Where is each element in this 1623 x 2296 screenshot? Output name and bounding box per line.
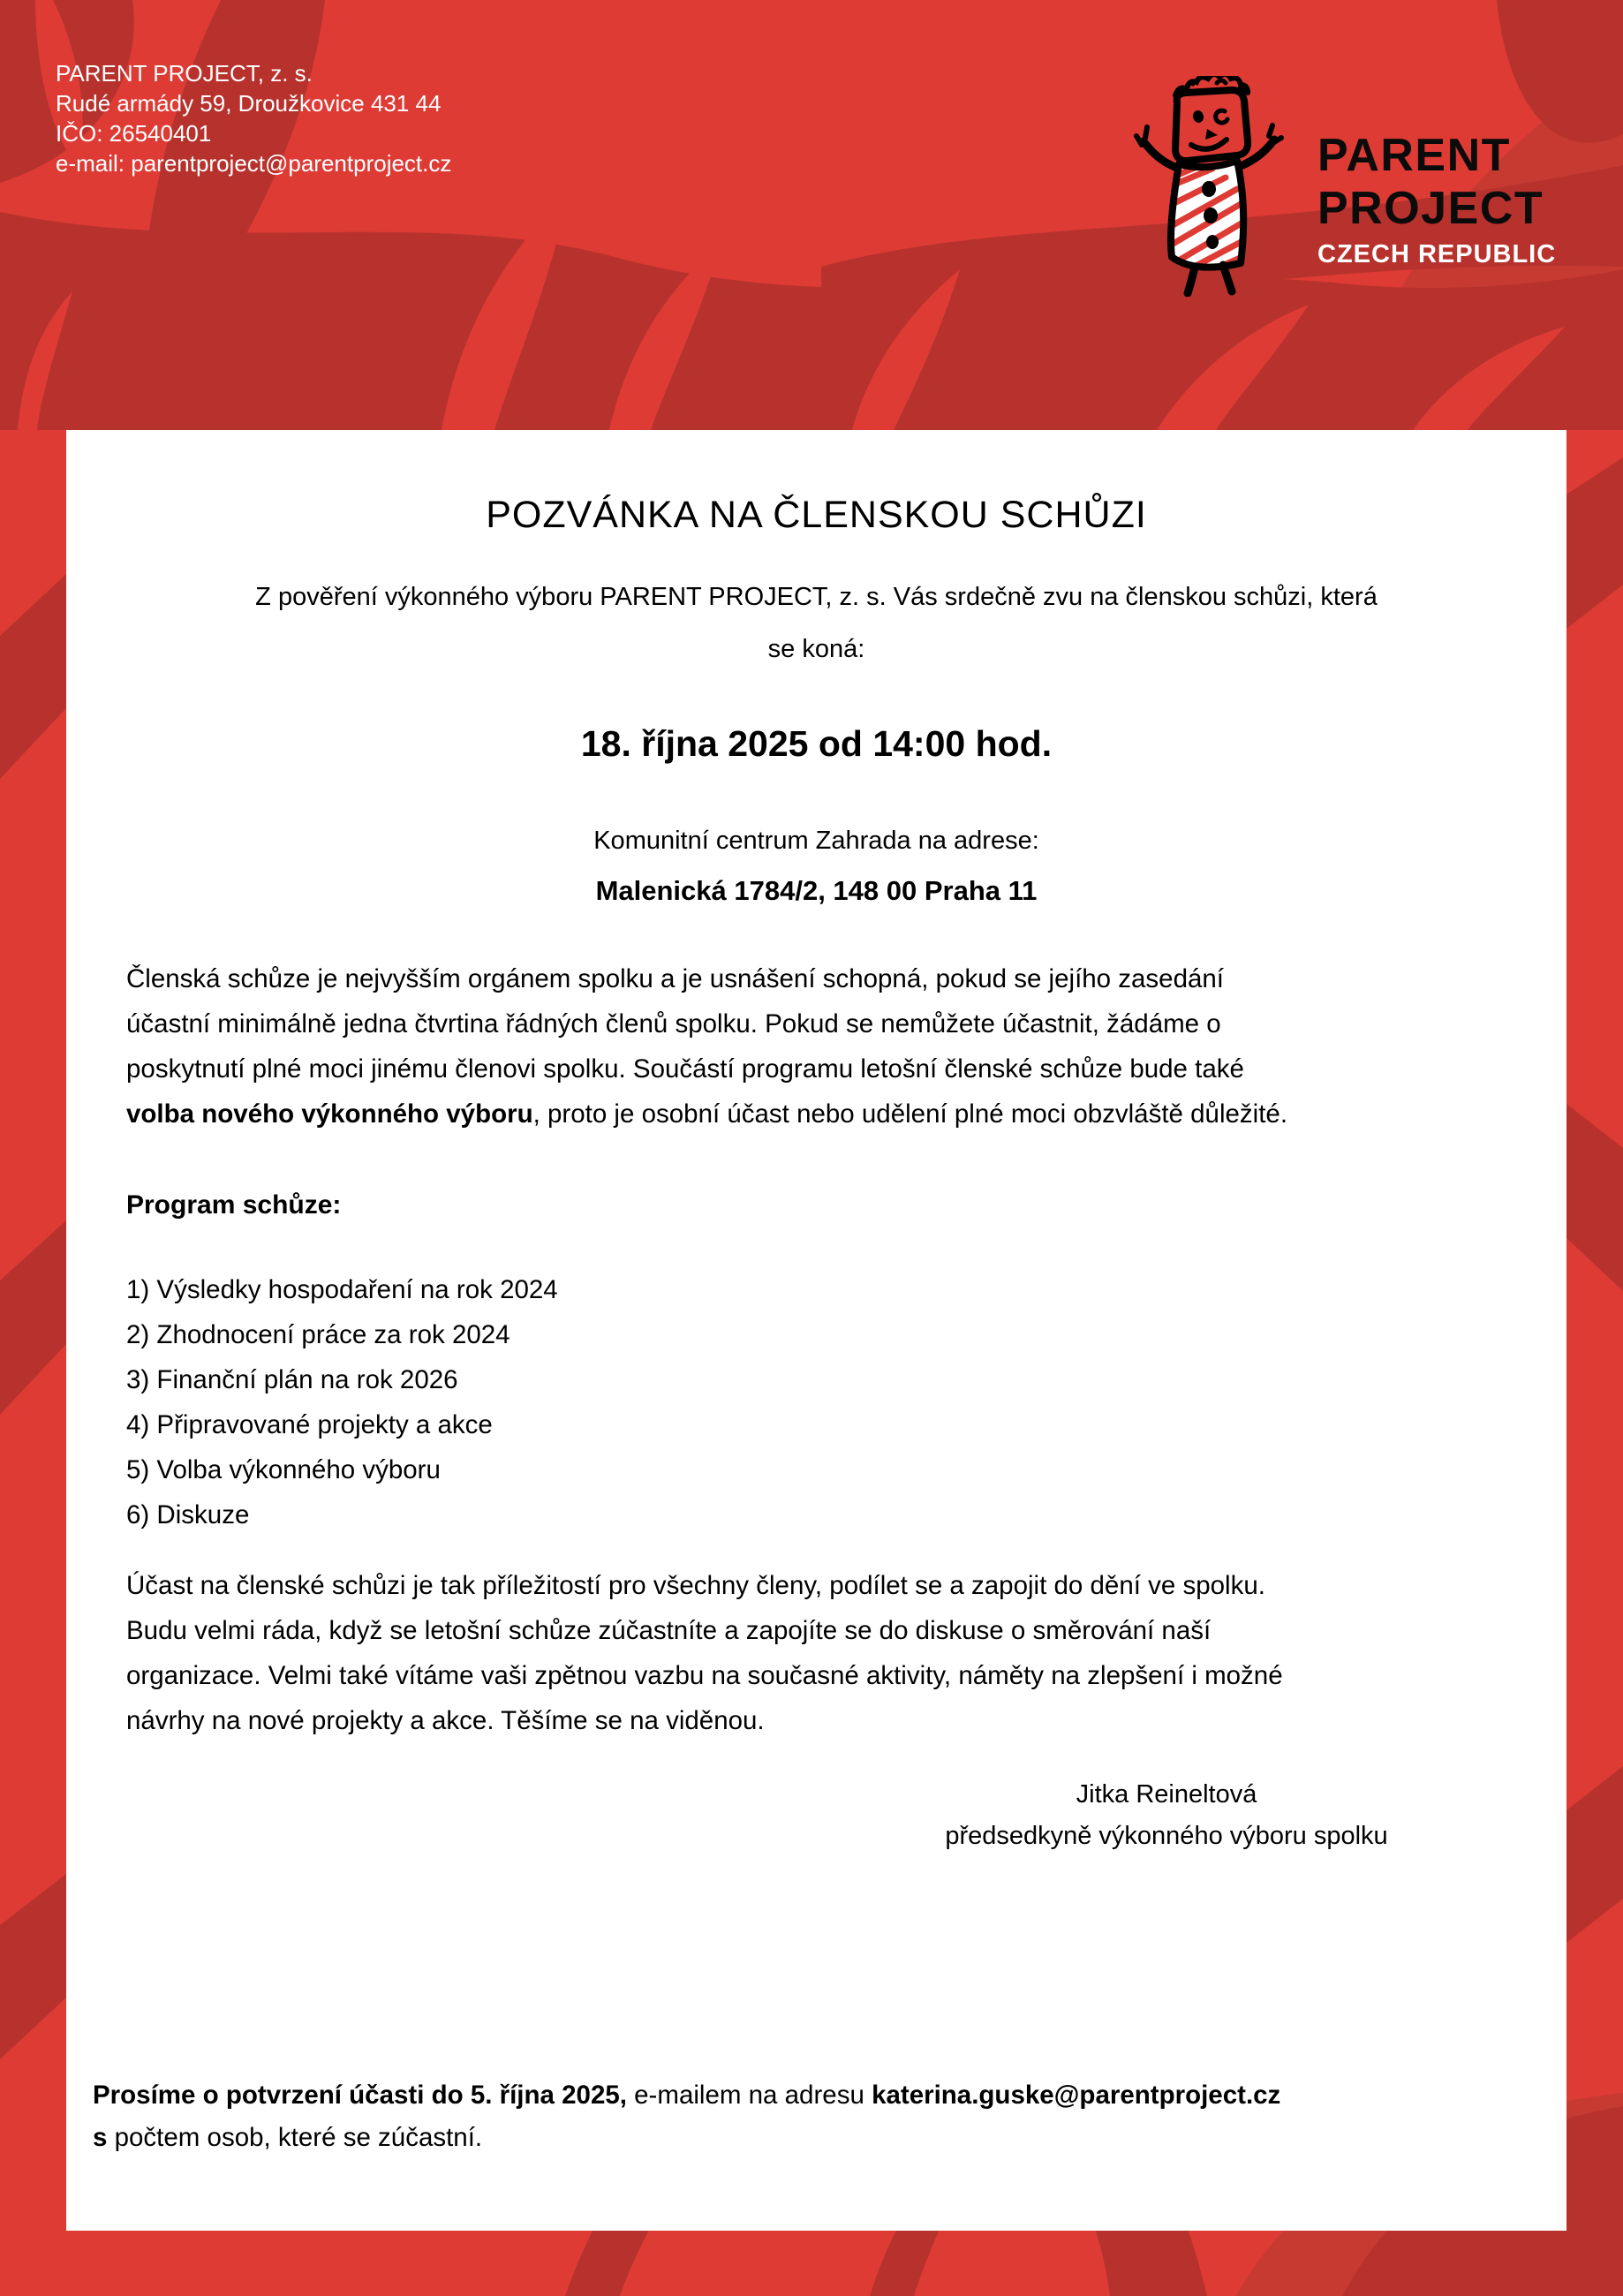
page-title: POZVÁNKA NA ČLENSKOU SCHŮZI <box>486 494 1147 536</box>
program-heading: Program schůze: <box>126 1190 342 1220</box>
venue-address: Malenická 1784/2, 148 00 Praha 11 <box>595 875 1038 906</box>
paragraph-line: organizace. Velmi také vítáme vaši zpětnou vazbu na současné aktivity, náměty na zlepšení i možné <box>126 1661 1283 1690</box>
intro-line: Z pověření výkonného výboru PARENT PROJECT, z. s. Vás srdečně zvu na členskou schůzi, která <box>255 583 1378 611</box>
rsvp-bold-s: s <box>93 2123 108 2152</box>
org-name: PARENT PROJECT, z. s. <box>56 60 313 87</box>
header-org-info <box>56 58 451 178</box>
rsvp-text: e-mailem na adresu <box>626 2081 872 2110</box>
signature-name: Jitka Reineltová <box>1076 1780 1257 1809</box>
child-doodle-icon <box>1133 76 1288 297</box>
paragraph-line: poskytnutí plné moci jinému členovi spolku. Součástí programu letošní členské schůze bude také <box>126 1054 1244 1084</box>
org-address: Rudé armády 59, Droužkovice 431 44 <box>56 90 442 117</box>
signature-block <box>813 1774 1520 1857</box>
program-list <box>126 1267 558 1537</box>
paragraph-line: účastní minimálně jedna čtvrtina řádných členů spolku. Pokud se nemůžete účastnit, žádáme o <box>126 1009 1221 1038</box>
logo-word-czech-republic: CZECH REPUBLIC <box>1317 240 1557 268</box>
paragraph-participation <box>126 1563 1524 1743</box>
intro-line: se koná: <box>767 635 865 663</box>
program-item: 3) Finanční plán na rok 2026 <box>126 1365 458 1394</box>
program-item: 4) Připravované projekty a akce <box>126 1410 493 1439</box>
paragraph-line: Budu velmi ráda, když se letošní schůze zúčastníte a zapojíte se do diskuse o směrování naší <box>126 1616 1212 1645</box>
rsvp-deadline: Prosíme o potvrzení účasti do 5. října 2025, <box>93 2081 627 2110</box>
logo-wordmark <box>1317 129 1556 269</box>
signature-role: předsedkyně výkonného výboru spolku <box>945 1822 1388 1850</box>
org-email: e-mail: parentproject@parentproject.cz <box>56 150 452 177</box>
rsvp-paragraph <box>93 2074 1531 2159</box>
rsvp-email-address: katerina.guske@parentproject.cz <box>872 2081 1281 2110</box>
paragraph-quorum <box>126 956 1524 1137</box>
rsvp-text-tail: počtem osob, které se zúčastní. <box>107 2123 483 2152</box>
venue-label: Komunitní centrum Zahrada na adrese: <box>593 827 1039 855</box>
program-item: 1) Výsledky hospodaření na rok 2024 <box>126 1275 558 1304</box>
paragraph-line: návrhy na nové projekty a akce. Těšíme se na viděnou. <box>126 1706 765 1735</box>
org-ico: IČO: 26540401 <box>56 120 212 147</box>
program-item: 5) Volba výkonného výboru <box>126 1455 441 1484</box>
paragraph-line: Účast na členské schůzi je tak příležitostí pro všechny členy, podílet se a zapojit do dění ve spolku. <box>126 1571 1265 1600</box>
logo-word-parent: PARENT <box>1317 130 1511 181</box>
paragraph-line: Členská schůze je nejvyšším orgánem spolku a je usnášení schopná, pokud se jejího zasedání <box>126 964 1225 993</box>
intro-paragraph <box>66 571 1566 676</box>
paragraph-tail: , proto je osobní účast nebo udělení plné moci obzvláště důležité. <box>532 1099 1288 1129</box>
emphasis-new-board: volba nového výkonného výboru <box>126 1099 533 1129</box>
logo-word-project: PROJECT <box>1317 183 1544 234</box>
invitation-card <box>66 430 1566 2231</box>
paragraph-line <box>126 1091 1524 1137</box>
program-item: 2) Zhodnocení práce za rok 2024 <box>126 1320 510 1349</box>
program-item: 6) Diskuze <box>126 1500 250 1529</box>
meeting-datetime: 18. října 2025 od 14:00 hod. <box>580 723 1053 764</box>
